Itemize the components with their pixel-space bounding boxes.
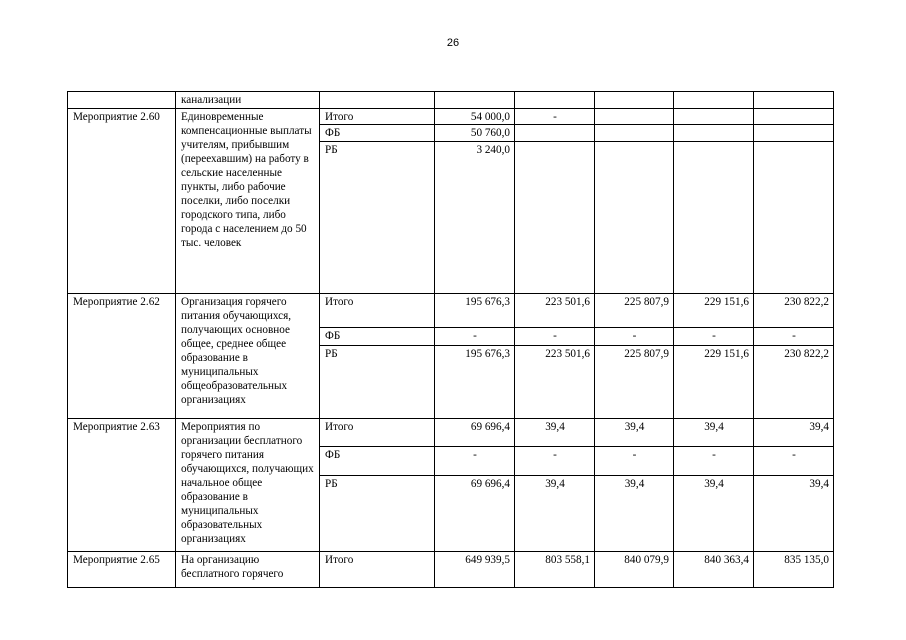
value-cell: 835 135,0 xyxy=(754,552,834,588)
value-cell: - xyxy=(674,328,754,346)
row-code-cell: Мероприятие 2.65 xyxy=(68,552,176,588)
line-label-cell: РБ xyxy=(320,346,435,419)
table-row xyxy=(68,552,834,588)
value-cell: 230 822,2 xyxy=(754,346,834,419)
row-description-cell: На организацию бесплатного горячего xyxy=(176,552,320,588)
value-cell xyxy=(754,125,834,142)
value-cell xyxy=(754,109,834,125)
value-cell: - xyxy=(515,328,595,346)
line-label-cell: ФБ xyxy=(320,125,435,142)
value-cell xyxy=(595,109,674,125)
value-cell: - xyxy=(674,447,754,476)
value-cell: 39,4 xyxy=(754,419,834,447)
value-cell: 3 240,0 xyxy=(435,142,515,294)
value-cell: 229 151,6 xyxy=(674,294,754,328)
value-cell: 223 501,6 xyxy=(515,294,595,328)
value-cell xyxy=(595,92,674,109)
value-cell: 39,4 xyxy=(515,476,595,552)
row-description-cell: Единовременные компенсационные выплаты учителям, прибывшим (переехавшим) на работу в сельские населенные пункты, либо рабочие поселки, либо поселки городского типа, либо города с населением до 50 тыс. человек xyxy=(176,109,320,294)
value-cell: 229 151,6 xyxy=(674,346,754,419)
value-cell: - xyxy=(754,447,834,476)
value-cell: - xyxy=(595,328,674,346)
value-cell: 39,4 xyxy=(674,419,754,447)
page-number: 26 xyxy=(446,37,460,49)
value-cell: - xyxy=(435,447,515,476)
value-cell: 50 760,0 xyxy=(435,125,515,142)
value-cell: 195 676,3 xyxy=(435,294,515,328)
row-description-cell: Организация горячего питания обучающихся, получающих основное общее, среднее общее образование в муниципальных общеобразовательных организациях xyxy=(176,294,320,419)
value-cell: 223 501,6 xyxy=(515,346,595,419)
line-label-cell: ФБ xyxy=(320,447,435,476)
value-cell: 39,4 xyxy=(595,419,674,447)
table-row xyxy=(68,294,834,328)
row-description-cell: Мероприятия по организации бесплатного горячего питания обучающихся, получающих начальное общее образование в муниципальных образовательных организациях xyxy=(176,419,320,552)
value-cell: - xyxy=(595,447,674,476)
value-cell: 225 807,9 xyxy=(595,294,674,328)
value-cell: 225 807,9 xyxy=(595,346,674,419)
value-cell xyxy=(674,109,754,125)
value-cell: 649 939,5 xyxy=(435,552,515,588)
value-cell xyxy=(515,92,595,109)
value-cell: 39,4 xyxy=(754,476,834,552)
value-cell: - xyxy=(515,109,595,125)
value-cell xyxy=(674,142,754,294)
line-label-cell xyxy=(320,92,435,109)
line-label-cell: РБ xyxy=(320,142,435,294)
value-cell xyxy=(754,92,834,109)
value-cell: 39,4 xyxy=(674,476,754,552)
line-label-cell: Итого xyxy=(320,419,435,447)
value-cell: - xyxy=(754,328,834,346)
line-label-cell: Итого xyxy=(320,109,435,125)
value-cell: 803 558,1 xyxy=(515,552,595,588)
value-cell: 54 000,0 xyxy=(435,109,515,125)
value-cell xyxy=(754,142,834,294)
value-cell: 39,4 xyxy=(515,419,595,447)
line-label-cell: РБ xyxy=(320,476,435,552)
row-code-cell: Мероприятие 2.63 xyxy=(68,419,176,552)
value-cell: 840 363,4 xyxy=(674,552,754,588)
value-cell: - xyxy=(435,328,515,346)
value-cell xyxy=(515,125,595,142)
value-cell xyxy=(674,92,754,109)
value-cell xyxy=(674,125,754,142)
value-cell: - xyxy=(515,447,595,476)
row-code-cell: Мероприятие 2.60 xyxy=(68,109,176,294)
value-cell xyxy=(595,125,674,142)
row-code-cell: Мероприятие 2.62 xyxy=(68,294,176,419)
value-cell: 230 822,2 xyxy=(754,294,834,328)
value-cell: 69 696,4 xyxy=(435,419,515,447)
table-row xyxy=(68,419,834,447)
value-cell: 39,4 xyxy=(595,476,674,552)
line-label-cell: Итого xyxy=(320,552,435,588)
row-code-cell xyxy=(68,92,176,109)
value-cell xyxy=(515,142,595,294)
line-label-cell: Итого xyxy=(320,294,435,328)
value-cell: 840 079,9 xyxy=(595,552,674,588)
value-cell: 69 696,4 xyxy=(435,476,515,552)
value-cell: 195 676,3 xyxy=(435,346,515,419)
table-row xyxy=(68,109,834,125)
budget-table xyxy=(67,91,834,588)
line-label-cell: ФБ xyxy=(320,328,435,346)
value-cell xyxy=(595,142,674,294)
value-cell xyxy=(435,92,515,109)
row-description-cell: канализации xyxy=(176,92,320,109)
table-row xyxy=(68,92,834,109)
